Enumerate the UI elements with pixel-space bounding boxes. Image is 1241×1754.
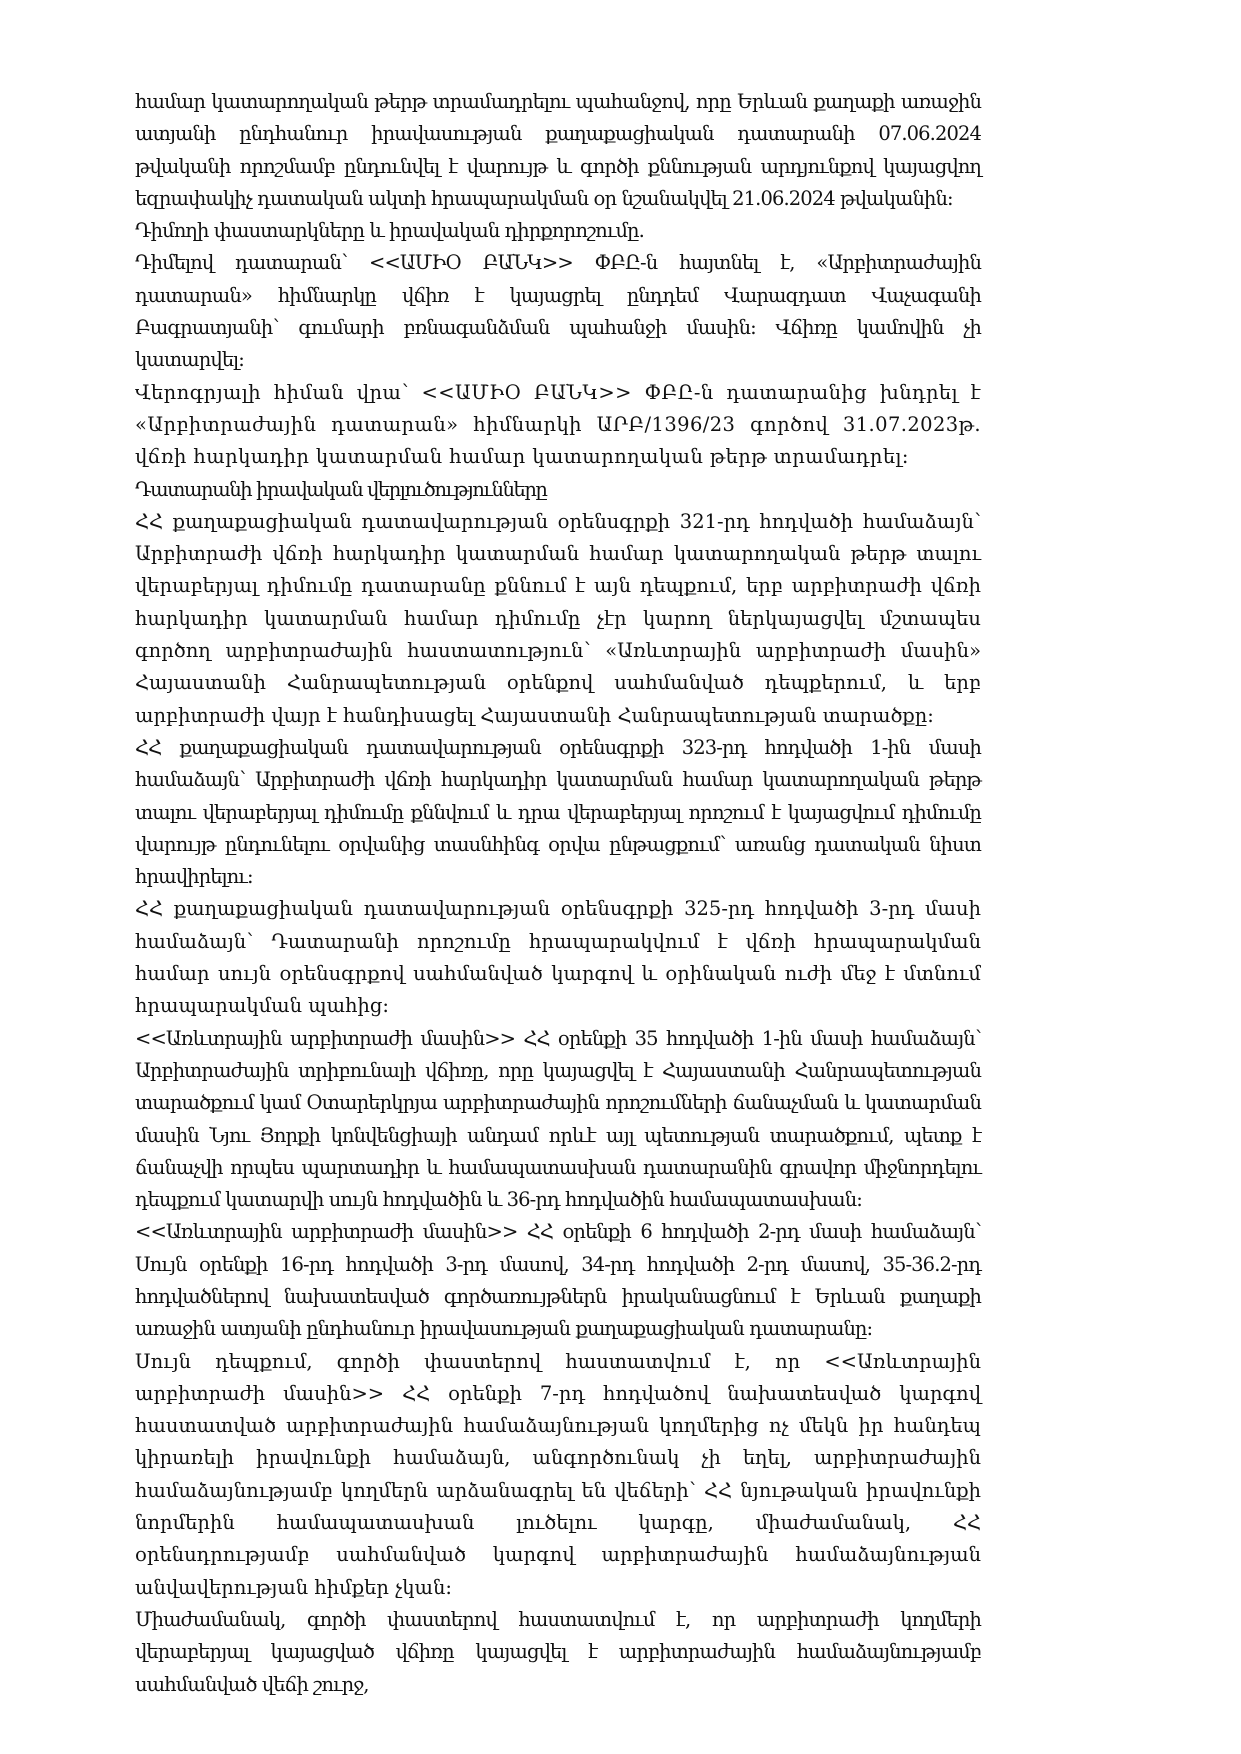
paragraph-article-321: ՀՀ քաղաքացիական դատավարության օրենսգրքի 321-րդ հոդվածի համաձայն՝ Արբիտրաժի վճռի հարկադիր կատարման համար կատարողական թերթ տալու վերաբերյալ դիմումը դատարանը քննում է այն դեպքում, երբ արբիտրաժի վճռի հարկադիր կատարման համար դիմումը չէր կարող ներկայացվել մշտապես գործող արբիտրաժային հաստատություն՝ «Առևտրային արբիտրաժի մասին» Հայաստանի Հանրապետության օրենքով սահմանված դեպքերում, և երբ արբիտրաժի վայր է հանդիսացել Հայաստանի Հանրապետության տարածքը: [135, 509, 981, 727]
paragraph-application-facts: Դիմելով դատարան՝ <<ԱՄԻՕ ԲԱՆԿ>> ՓԲԸ-ն հայտնել է, «Արբիտրաժային դատարան» հիմնարկը վճիռ է կայացրել ընդդեմ Վարազդատ Վաչագանի Բագրատյանի՝ գումարի բռնագանձման պահանջի մասին: Վճիռը կամովին չի կատարվել: [135, 251, 981, 372]
paragraph-commercial-arbitration-art6: <<Առևտրային արբիտրաժի մասին>> ՀՀ օրենքի 6 հոդվածի 2-րդ մասի համաձայն՝ Սույն օրենքի 16-րդ հոդվածի 3-րդ մասով, 34-րդ հոդվածի 2-րդ մասով, 35-36.2-րդ հոդվածներով նախատեսված գործառույթներն իրականացնում է Երևան քաղաքի առաջին ատյանի ընդհանուր իրավասության քաղաքացիական դատարանը: [135, 1220, 981, 1341]
document-page [135, 86, 981, 1701]
paragraph-commercial-arbitration-art35: <<Առևտրային արբիտրաժի մասին>> ՀՀ օրենքի 35 հոդվածի 1-ին մասի համաձայն՝ Արբիտրաժային տրիբունալի վճիռը, որը կայացվել է Հայաստանի Հանրապետության տարածքում կամ Օտարերկրյա արբիտրաժային որոշումների ճանաչման և կատարման մասին Նյու Յորքի կոնվենցիայի անդամ որևէ այլ պետության տարածքում, պետք է ճանաչվի որպես պարտադիր և համապատասխան դատարանին գրավոր միջնորդելու դեպքում կատարվի սույն հոդվածին և 36-րդ հոդվածին համապատասխան: [135, 1026, 981, 1212]
paragraph-request: Վերոգրյալի հիման վրա՝ <<ԱՄԻՕ ԲԱՆԿ>> ՓԲԸ-ն դատարանից խնդրել է «Արբիտրաժային դատարան» հիմնարկի ԱՐԲ/1396/23 գործով 31.07.2023թ. վճռի հարկադիր կատարման համար կատարողական թերթ տրամադրել: [135, 380, 981, 469]
paragraph-article-325: ՀՀ քաղաքացիական դատավարության օրենսգրքի 325-րդ հոդվածի 3-րդ մասի համաձայն՝ Դատարանի որոշումը հրապարակվում է վճռի հրապարակման համար սույն օրենսգրքով սահմանված կարգով և օրինական ուժի մեջ է մտնում հրապարակման պահից: [135, 897, 981, 1018]
section-heading-applicant-arguments: Դիմողի փաստարկները և իրավական դիրքորոշումը. [135, 219, 644, 243]
paragraph-article-323: ՀՀ քաղաքացիական դատավարության օրենսգրքի 323-րդ հոդվածի 1-ին մասի համաձայն՝ Արբիտրաժի վճռի հարկադիր կատարման համար կատարողական թերթ տալու վերաբերյալ դիմումը քննվում և դրա վերաբերյալ որոշում է կայացվում դիմումը վարույթ ընդունելու օրվանից տասնհինգ օրվա ընթացքում՝ առանց դատական նիստ հրավիրելու: [135, 735, 981, 889]
paragraph-intro-continuation: համար կատարողական թերթ տրամադրելու պահանջով, որը Երևան քաղաքի առաջին ատյանի ընդհանուր իրավասության քաղաքացիական դատարանի 07.06.2024 թվականի որոշմամբ ընդունվել է վարույթ և գործի քննության արդյունքով կայացվող եզրափակիչ դատական ակտի հրապարակման օր նշանակվել 21.06.2024 թվականին: [135, 90, 981, 210]
section-heading-court-analysis: Դատարանի իրավական վերլուծությունները [135, 477, 547, 501]
paragraph-case-facts: Սույն դեպքում, գործի փաստերով հաստատվում է, որ <<Առևտրային արբիտրաժի մասին>> ՀՀ օրենքի 7-րդ հոդվածով նախատեսված կարգով հաստատված արբիտրաժային համաձայնության կողմերից ոչ մեկն իր հանդեպ կիրառելի իրավունքի համաձայն, անգործունակ չի եղել, արբիտրաժային համաձայնությամբ կողմերն արձանագրել են վեճերի՝ ՀՀ նյութական իրավունքի նորմերին համապատասխան լուծելու կարգը, միաժամանակ, ՀՀ օրենսդրությամբ սահմանված կարգով արբիտրաժային համաձայնության անվավերության հիմքեր չկան: [135, 1349, 981, 1599]
paragraph-simultaneously: Միաժամանակ, գործի փաստերով հաստատվում է, որ արբիտրաժի կողմերի վերաբերյալ կայացված վճիռը կայացվել է արբիտրաժային համաձայնությամբ սահմանված վեճի շուրջ, [135, 1607, 981, 1696]
